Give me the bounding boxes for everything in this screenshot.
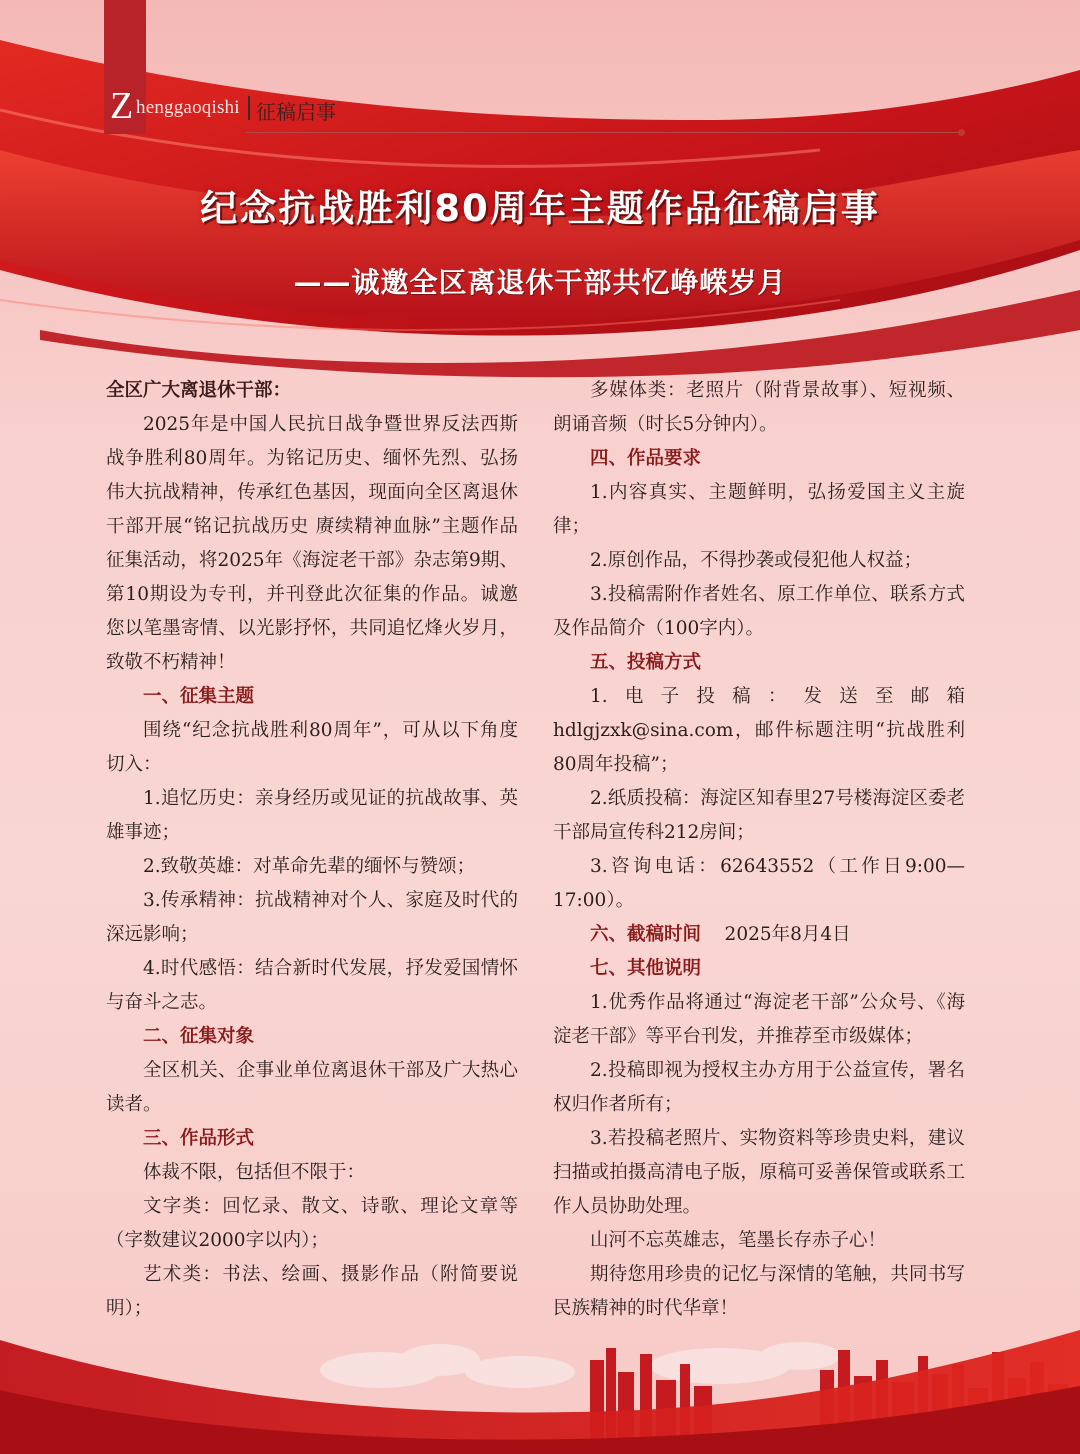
deadline-date: 2025年8月4日 xyxy=(724,924,851,945)
paragraph: 全区机关、企事业单位离退休干部及广大热心读者。 xyxy=(106,1060,518,1115)
list-item: 2.投稿即视为授权主办方用于公益宣传，署名权归作者所有； xyxy=(553,1060,965,1115)
list-item: 3.投稿需附作者姓名、原工作单位、联系方式及作品简介（100字内）。 xyxy=(553,584,965,639)
page-subtitle: ——诚邀全区离退休干部共忆峥嵘岁月 xyxy=(293,266,787,299)
section-tab-pinyin: henggaoqishi xyxy=(136,97,240,118)
section-tab-initial: Z xyxy=(110,85,134,127)
header-rule-dot xyxy=(958,129,965,136)
paragraph: 体裁不限，包括但不限于： xyxy=(143,1162,366,1183)
list-item: 4.时代感悟：结合新时代发展，抒发爱国情怀与奋斗之志。 xyxy=(106,958,518,1013)
section-heading: 四、作品要求 xyxy=(590,448,702,469)
list-item: 1.追忆历史：亲身经历或见证的抗战故事、英雄事迹； xyxy=(106,788,518,843)
right-column xyxy=(553,374,965,1326)
list-item: 2.原创作品，不得抄袭或侵犯他人权益； xyxy=(590,550,923,571)
section-heading: 一、征集主题 xyxy=(143,686,255,707)
section-heading: 五、投稿方式 xyxy=(590,652,702,673)
intro-paragraph: 2025年是中国人民抗日战争暨世界反法西斯战争胜利80周年。为铭记历史、缅怀先烈、弘扬伟大抗战精神，传承红色基因，现面向全区离退休干部开展“铭记抗战历史 赓续精神血脉”主题作品征集活动，将2025年《海淀老干部》杂志第9期、第10期设为专刊，并刊登此次征集的作品。诚邀您以笔墨寄情、以光影抒怀，共同追忆烽火岁月，致敬不朽精神！ xyxy=(106,414,518,673)
salutation: 全区广大离退休干部： xyxy=(106,380,292,401)
list-item: 3.传承精神：抗战精神对个人、家庭及时代的深远影响； xyxy=(106,890,518,945)
list-item: 1.内容真实、主题鲜明，弘扬爱国主义主旋律； xyxy=(553,482,965,537)
section-name: 征稿启事 xyxy=(256,100,336,124)
list-item: 1.电子投稿：发送至邮箱hdlgjzxk@sina.com，邮件标题注明“抗战胜利80周年投稿”； xyxy=(553,686,965,775)
list-item: 3.咨询电话：62643552（工作日9:00—17:00）。 xyxy=(553,856,965,911)
paragraph: 多媒体类：老照片（附背景故事）、短视频、朗诵音频（时长5分钟内）。 xyxy=(553,380,965,435)
section-divider xyxy=(248,96,250,120)
bottom-ribbon-skyline xyxy=(0,1290,1080,1454)
list-item: 1.优秀作品将通过“海淀老干部”公众号、《海淀老干部》等平台刊发，并推荐至市级媒体； xyxy=(553,992,965,1047)
paragraph: 围绕“纪念抗战胜利80周年”，可从以下角度切入： xyxy=(106,720,518,775)
section-heading: 七、其他说明 xyxy=(590,958,702,979)
left-column xyxy=(106,374,518,1326)
page-title: 纪念抗战胜利80周年主题作品征稿启事 xyxy=(200,187,880,230)
deadline-line xyxy=(553,918,965,952)
section-heading: 六、截稿时间 xyxy=(590,924,702,945)
section-heading: 二、征集对象 xyxy=(143,1026,255,1047)
section-heading: 三、作品形式 xyxy=(143,1128,255,1149)
paragraph: 艺术类：书法、绘画、摄影作品（附简要说明）； xyxy=(106,1264,518,1319)
list-item: 3.若投稿老照片、实物资料等珍贵史料，建议扫描或拍摄高清电子版，原稿可妥善保管或联系工作人员协助处理。 xyxy=(553,1128,965,1217)
list-item: 2.纸质投稿：海淀区知春里27号楼海淀区委老干部局宣传科212房间； xyxy=(553,788,965,843)
header-rule xyxy=(246,132,962,133)
closing-paragraph: 期待您用珍贵的记忆与深情的笔触，共同书写民族精神的时代华章！ xyxy=(553,1264,965,1319)
list-item: 2.致敬英雄：对革命先辈的缅怀与赞颂； xyxy=(143,856,476,877)
paragraph: 文字类：回忆录、散文、诗歌、理论文章等（字数建议2000字以内）； xyxy=(106,1196,518,1251)
closing-line: 山河不忘英雄志，笔墨长存赤子心！ xyxy=(590,1230,887,1251)
